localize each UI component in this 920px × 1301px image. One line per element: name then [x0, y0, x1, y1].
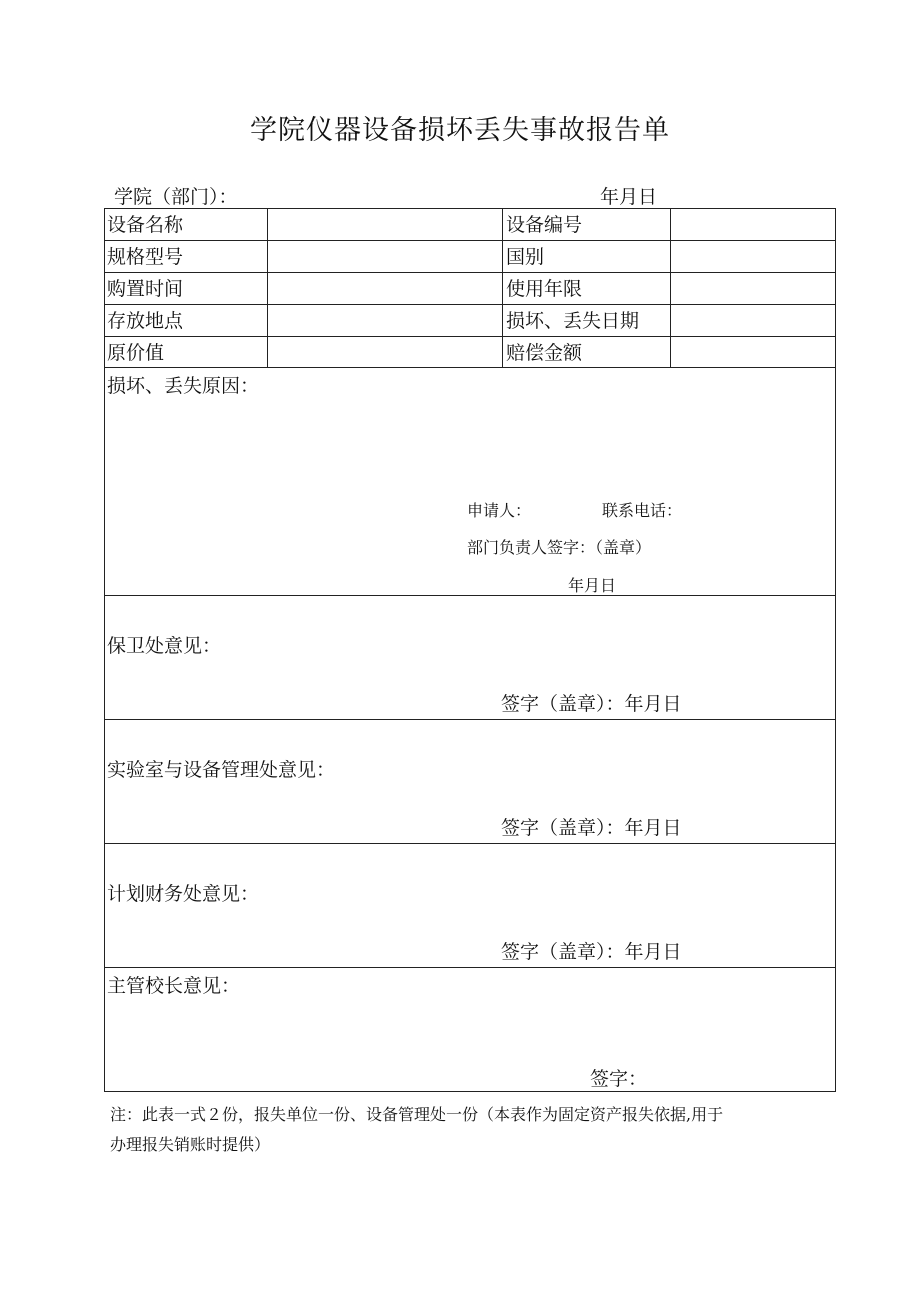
- row-divider: [105, 367, 835, 368]
- finance-opinion-sign: 签字（盖章）：年月日: [501, 941, 682, 963]
- section-divider: [105, 843, 835, 844]
- label-device-name: 设备名称: [107, 214, 184, 236]
- page-title: 学院仪器设备损坏丢失事故报告单: [250, 115, 670, 146]
- report-form: [104, 208, 836, 1092]
- applicant-label: 申请人：: [467, 501, 532, 520]
- phone-label: 联系电话：: [602, 501, 683, 520]
- label-compensation: 赔偿金额: [506, 342, 583, 364]
- footnote-line-2: 办理报失销账时提供）: [110, 1135, 271, 1154]
- principal-sign: 签字：: [590, 1068, 648, 1090]
- label-loss-date: 损坏、丢失日期: [506, 310, 640, 332]
- label-device-number: 设备编号: [506, 214, 583, 236]
- column-divider: [502, 209, 503, 367]
- security-opinion-label: 保卫处意见：: [107, 635, 222, 657]
- security-opinion-sign: 签字（盖章）：年月日: [501, 693, 682, 715]
- label-original-value: 原价值: [107, 342, 165, 364]
- lab-opinion-sign: 签字（盖章）：年月日: [501, 817, 682, 839]
- row-divider: [105, 336, 835, 337]
- column-divider: [670, 209, 671, 367]
- reason-label: 损坏、丢失原因：: [107, 375, 260, 397]
- label-service-years: 使用年限: [506, 278, 583, 300]
- row-divider: [105, 272, 835, 273]
- footnote-line-1: 注：此表一式２份，报失单位一份、设备管理处一份（本表作为固定资产报失依据,用于: [110, 1105, 724, 1124]
- reason-date: 年月日: [568, 576, 617, 595]
- label-country: 国别: [506, 246, 545, 268]
- label-storage-location: 存放地点: [107, 310, 184, 332]
- dept-head-sign: 部门负责人签字：（盖章）: [467, 538, 652, 557]
- header-date: 年月日: [600, 186, 658, 208]
- finance-opinion-label: 计划财务处意见：: [107, 883, 260, 905]
- row-divider: [105, 304, 835, 305]
- row-divider: [105, 240, 835, 241]
- section-divider: [105, 967, 835, 968]
- footnote: [110, 1100, 840, 1160]
- college-label: 学院（部门）：: [114, 186, 238, 208]
- section-divider: [105, 719, 835, 720]
- label-spec-model: 规格型号: [107, 246, 184, 268]
- lab-opinion-label: 实验室与设备管理处意见：: [107, 759, 336, 781]
- column-divider: [267, 209, 268, 367]
- label-purchase-time: 购置时间: [107, 278, 184, 300]
- principal-opinion-label: 主管校长意见：: [107, 975, 241, 997]
- section-divider: [105, 595, 835, 596]
